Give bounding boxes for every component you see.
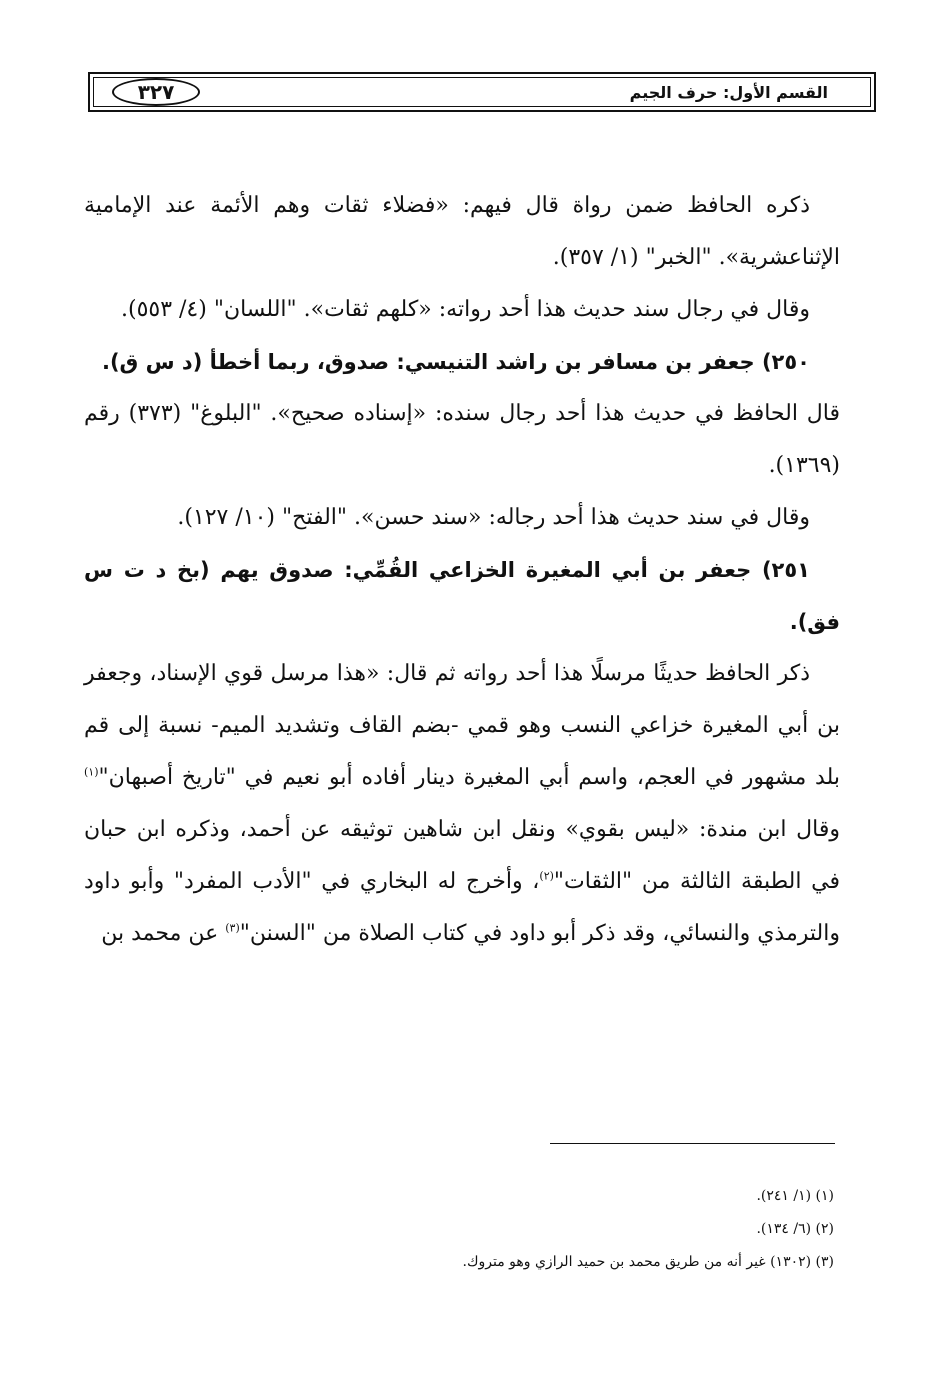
paragraph: وقال في سند حديث هذا أحد رجاله: «سند حسن». "الفتح" (١٠/ ١٢٧).	[177, 505, 810, 530]
paragraph-text: ذكر الحافظ حديثًا مرسلًا هذا أحد رواته ثم قال: «هذا مرسل قوي الإسناد، وجعفر بن أبي المغيرة خزاعي النسب وهو قمي -بضم القاف وتشديد الميم- نسبة إلى قم بلد مشهور في العجم، واسم أبي المغيرة دينار أفاده أبو نعيم في "تاريخ أصبهان"	[84, 661, 840, 790]
page-number: ٣٢٧	[112, 78, 200, 106]
paragraph-text: وقال ابن مندة: «ليس بقوي» ونقل ابن شاهين توثيقه عن أحمد، وذكره ابن حبان في الطبقة الثالثة من "الثقات"	[84, 817, 840, 894]
entry-heading-250: ٢٥٠) جعفر بن مسافر بن راشد التنيسي: صدوق، ربما أخطأ (د س ق).	[101, 350, 810, 374]
footnote-ref-3[interactable]: (٣)	[225, 921, 240, 935]
paragraph-text: ، وأخرج له البخاري في "الأدب المفرد" وأبو داود والترمذي والنسائي، وقد ذكر أبو داود في كتاب الصلاة من "السنن"	[84, 869, 840, 946]
footnote-divider	[550, 1143, 835, 1144]
paragraph: قال الحافظ في حديث هذا أحد رجال سنده: «إسناده صحيح». "البلوغ" (٣٧٣) رقم (١٣٦٩).	[84, 401, 840, 478]
footnote-ref-2[interactable]: (٢)	[539, 869, 554, 883]
main-text	[84, 180, 840, 960]
paragraph: ذكره الحافظ ضمن رواة قال فيهم: «فضلاء ثقات وهم الأئمة عند الإمامية الإثناعشرية». "الخبر" (١/ ٣٥٧).	[84, 193, 840, 270]
running-title: القسم الأول: حرف الجيم	[629, 83, 828, 102]
entry-heading-251: ٢٥١) جعفر بن أبي المغيرة الخزاعي القُمِّي: صدوق يهم (بخ د ت س فق).	[84, 558, 840, 634]
paragraph-text: عن محمد بن	[101, 921, 226, 946]
footnote-ref-1[interactable]: (١)	[84, 765, 99, 779]
footnote-2: (٢) (٦/ ١٣٤).	[756, 1221, 834, 1237]
paragraph	[84, 648, 840, 960]
paragraph: وقال في رجال سند حديث هذا أحد رواته: «كلهم ثقات». "اللسان" (٤/ ٥٥٣).	[120, 297, 810, 322]
footnotes	[374, 1180, 834, 1279]
footnote-1: (١) (١/ ٢٤١).	[756, 1188, 834, 1204]
footnote-3: (٣) (١٣٠٢) غير أنه من طريق محمد بن حميد الرازي وهو متروك.	[462, 1254, 834, 1270]
